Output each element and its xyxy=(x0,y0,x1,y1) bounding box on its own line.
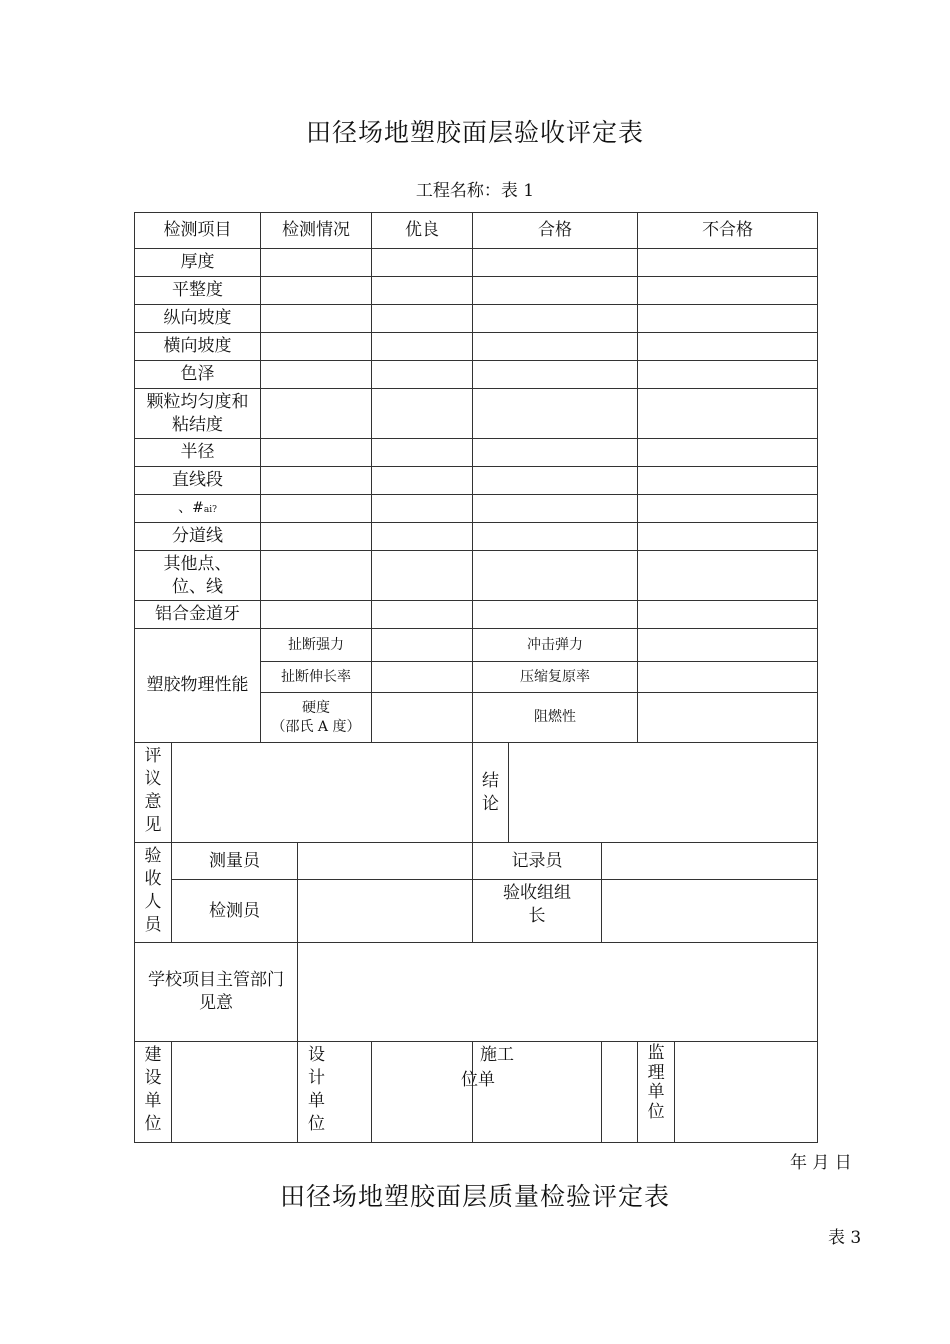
header-pass: 合格 xyxy=(473,213,638,249)
table-row xyxy=(135,843,818,880)
table-row xyxy=(135,943,818,1042)
table-row xyxy=(135,495,818,523)
design-unit-label: 设 计 单 位 xyxy=(298,1042,372,1143)
item-cross-slope: 横向坡度 xyxy=(135,333,261,361)
physical-elongation: 扯断伸长率 xyxy=(261,662,372,693)
item-flatness: 平整度 xyxy=(135,277,261,305)
date-line: 年 月 日 xyxy=(790,1153,852,1173)
header-excellent: 优良 xyxy=(372,213,473,249)
builder-unit-label: 施工 位单 xyxy=(473,1042,602,1143)
table-row xyxy=(135,333,818,361)
table-row xyxy=(135,523,818,551)
table-number: 表 3 xyxy=(828,1228,862,1248)
builder-unit-field[interactable] xyxy=(602,1042,638,1143)
item-straight: 直线段 xyxy=(135,467,261,495)
recorder-field[interactable] xyxy=(602,843,818,880)
item-radius: 半径 xyxy=(135,439,261,467)
header-row xyxy=(135,213,818,249)
item-color: 色泽 xyxy=(135,361,261,389)
table-row xyxy=(135,305,818,333)
table-row xyxy=(135,629,818,662)
item-thickness: 厚度 xyxy=(135,249,261,277)
recorder-label: 记录员 xyxy=(473,843,602,880)
design-unit-field[interactable] xyxy=(372,1042,473,1143)
supervision-unit-label: 监 理 单 位 xyxy=(638,1042,675,1142)
form-title: 田径场地塑胶面层验收评定表 xyxy=(305,118,644,147)
table-row xyxy=(135,361,818,389)
table-row xyxy=(135,277,818,305)
table-row xyxy=(135,439,818,467)
school-opinion-label: 学校项目主管部门 见意 xyxy=(135,943,298,1042)
item-curb: 铝合金道牙 xyxy=(135,601,261,629)
review-opinion-label: 评 议 意 见 xyxy=(135,743,172,843)
conclusion-field[interactable] xyxy=(509,743,818,843)
item-granule: 颗粒均匀度和 粘结度 xyxy=(135,389,261,439)
physical-impact: 冲击弹力 xyxy=(473,629,638,662)
acceptance-table xyxy=(134,212,818,1143)
physical-hardness: 硬度 （邵氏 A 度） xyxy=(261,693,372,743)
construction-unit-field[interactable] xyxy=(172,1042,298,1143)
header-fail: 不合格 xyxy=(638,213,818,249)
school-opinion-field[interactable] xyxy=(298,943,818,1042)
table-row xyxy=(135,743,818,843)
table-row xyxy=(135,551,818,601)
header-status: 检测情况 xyxy=(261,213,372,249)
construction-unit-label: 建 设 单 位 xyxy=(135,1042,172,1143)
table-row xyxy=(135,880,818,943)
leader-field[interactable] xyxy=(602,880,818,943)
conclusion-label: 结 论 xyxy=(473,743,509,843)
inspector-label: 检测员 xyxy=(172,880,298,943)
physical-flame: 阻燃性 xyxy=(473,693,638,743)
inspector-field[interactable] xyxy=(298,880,473,943)
personnel-label: 验 收 人 员 xyxy=(135,843,172,943)
table-row xyxy=(135,1042,818,1143)
physical-compression: 压缩复原率 xyxy=(473,662,638,693)
physical-label: 塑胶物理性能 xyxy=(135,629,261,743)
review-opinion-field[interactable] xyxy=(172,743,473,843)
table-row xyxy=(135,467,818,495)
physical-tensile: 扯断强力 xyxy=(261,629,372,662)
item-other: 其他点、 位、线 xyxy=(135,551,261,601)
supervision-unit-field[interactable] xyxy=(675,1042,817,1142)
surveyor-label: 测量员 xyxy=(172,843,298,880)
table-row xyxy=(135,249,818,277)
item-garbled: 、#ai? xyxy=(135,495,261,523)
project-name-line: 工程名称：表 1 xyxy=(415,181,535,201)
item-lane-line: 分道线 xyxy=(135,523,261,551)
table-row xyxy=(135,389,818,439)
leader-label: 验收组组 长 xyxy=(473,880,602,943)
table-row xyxy=(135,601,818,629)
second-form-title: 田径场地塑胶面层质量检验评定表 xyxy=(279,1182,670,1211)
item-long-slope: 纵向坡度 xyxy=(135,305,261,333)
surveyor-field[interactable] xyxy=(298,843,473,880)
header-item: 检测项目 xyxy=(135,213,261,249)
